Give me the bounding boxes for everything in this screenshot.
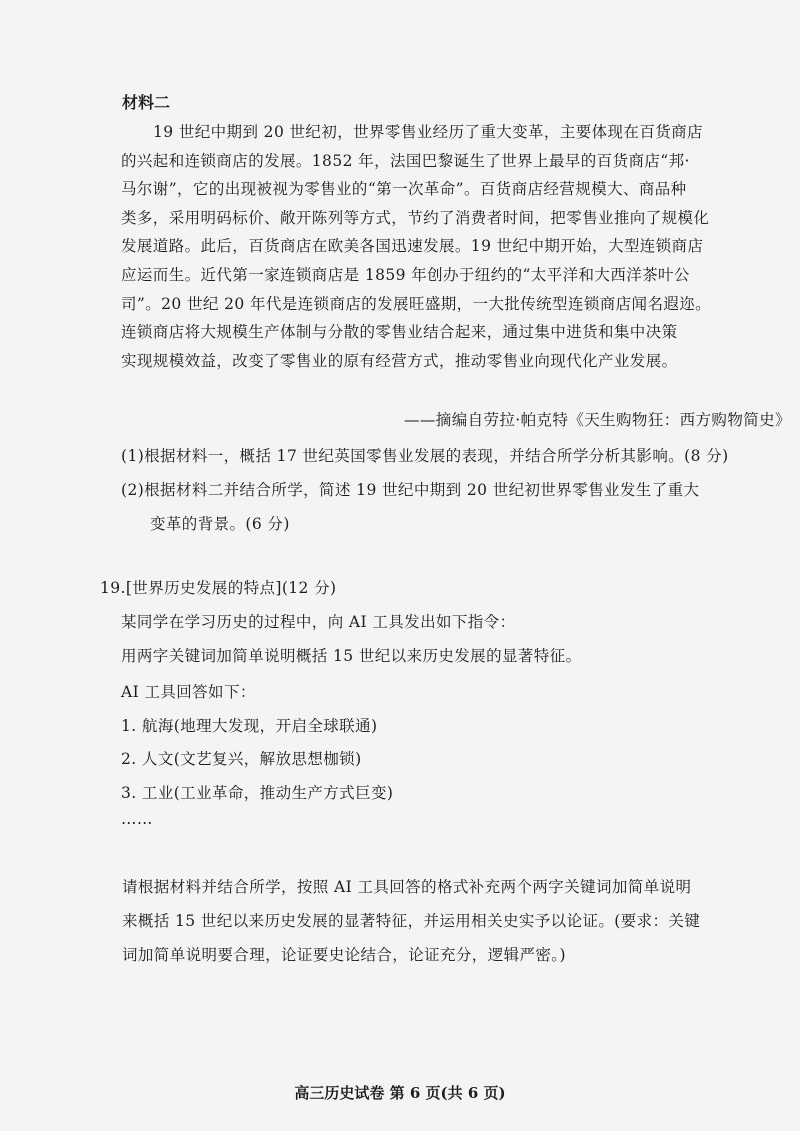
question-2-line-2: 变革的背景。(6 分)	[150, 515, 290, 533]
ai-answer-item: 3. 工业(工业革命，推动生产方式巨变)	[121, 784, 394, 802]
question-19-intro: 某同学在学习历史的过程中，向 AI 工具发出如下指令：	[121, 613, 516, 631]
material-heading: 材料二	[122, 93, 171, 112]
ai-answer-item: 2. 人文(文艺复兴，解放思想枷锁)	[121, 750, 362, 768]
material-line: 马尔谢”，它的出现被视为零售业的“第一次革命”。百货商店经营规模大、商品种	[121, 180, 687, 199]
question-19-title: 19.[世界历史发展的特点](12 分)	[100, 579, 337, 597]
material-line: 19 世纪中期到 20 世纪初，世界零售业经历了重大变革，主要体现在百货商店	[153, 123, 703, 141]
task-line: 词加简单说明要合理，论证要史论结合，论证充分，逻辑严密。)	[122, 946, 566, 964]
ai-answer-intro: AI 工具回答如下：	[121, 683, 256, 701]
material-line: 连锁商店将大规模生产体制与分散的零售业结合起来，通过集中进货和集中决策	[121, 323, 678, 342]
question-1: (1)根据材料一，概括 17 世纪英国零售业发展的表现，并结合所学分析其影响。(8 分)	[121, 447, 729, 465]
material-line: 的兴起和连锁商店的发展。1852 年，法国巴黎诞生了世界上最早的百货商店“邦·	[121, 151, 690, 170]
material-line: 司”。20 世纪 20 年代是连锁商店的发展旺盛期，一大批传统型连锁商店闻名遐迩。	[121, 294, 712, 313]
page-footer: 高三历史试卷 第 6 页(共 6 页)	[294, 1084, 506, 1102]
material-source: ——摘编自劳拉·帕克特《天生购物狂：西方购物简史》	[404, 411, 791, 429]
ai-answer-ellipsis: ……	[121, 810, 153, 828]
material-line: 发展道路。此后，百货商店在欧美各国迅速发展。19 世纪中期开始，大型连锁商店	[121, 237, 704, 256]
question-2-line-1: (2)根据材料二并结合所学，简述 19 世纪中期到 20 世纪初世界零售业发生了重大	[121, 481, 700, 499]
material-paragraph	[121, 118, 761, 375]
material-line: 类多，采用明码标价、敞开陈列等方式，节约了消费者时间，把零售业推向了规模化	[121, 208, 710, 227]
ai-answer-item: 1. 航海(地理大发现，开启全球联通)	[121, 717, 378, 735]
task-line: 来概括 15 世纪以来历史发展的显著特征，并运用相关史实予以论证。(要求：关键	[122, 912, 701, 930]
material-line: 实现规模效益，改变了零售业的原有经营方式，推动零售业向现代化产业发展。	[121, 351, 678, 370]
task-line: 请根据材料并结合所学，按照 AI 工具回答的格式补充两个两字关键词加简单说明	[122, 878, 692, 896]
material-line: 应运而生。近代第一家连锁商店是 1859 年创办于纽约的“太平洋和大西洋茶叶公	[121, 265, 690, 284]
question-19-instruction: 用两字关键词加简单说明概括 15 世纪以来历史发展的显著特征。	[121, 647, 582, 665]
question-19-task	[122, 870, 762, 972]
